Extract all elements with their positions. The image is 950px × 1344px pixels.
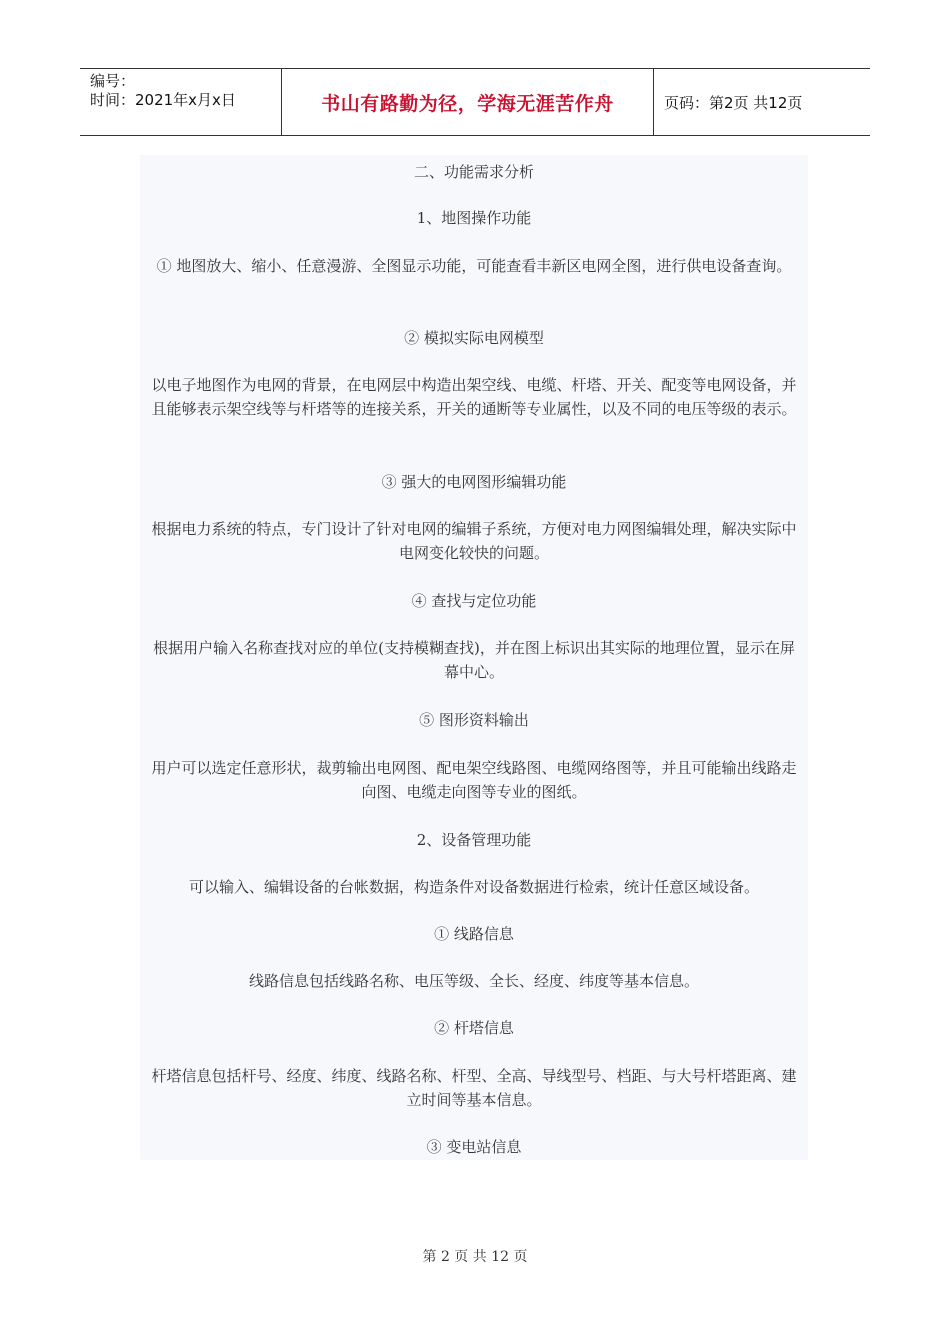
paragraph: ① 地图放大、缩小、任意漫游、全图显示功能，可能查看丰新区电网全图，进行供电设备查询。 [156,257,792,275]
paragraph: 线路信息包括线路名称、电压等级、全长、经度、纬度等基本信息。 [248,972,699,990]
item-heading: ③ 强大的电网图形编辑功能 [381,473,567,491]
item-heading: ⑤ 图形资料输出 [419,711,529,729]
header-meta [80,69,281,135]
section-heading: 二、功能需求分析 [413,163,534,181]
paragraph: 根据用户输入名称查找对应的单位(支持模糊查找)，并在图上标识出其实际的地理位置，显示在屏幕中心。 [153,639,795,681]
paragraph: 根据电力系统的特点，专门设计了针对电网的编辑子系统，方便对电力网图编辑处理，解决实际中电网变化较快的问题。 [151,520,797,562]
subsection-heading: 2、设备管理功能 [416,831,532,849]
item-heading: ① 线路信息 [434,925,514,943]
item-heading: ② 杆塔信息 [434,1019,514,1037]
item-heading: ② 模拟实际电网模型 [404,329,544,347]
page-header [80,68,870,136]
header-motto: 书山有路勤为径，学海无涯苦作舟 [281,69,654,135]
document-body [140,155,808,1160]
header-page-number: 页码：第2页 共12页 [664,93,803,112]
page-footer: 第 2 页 共 12 页 [422,1249,528,1265]
item-heading: ④ 查找与定位功能 [411,592,537,610]
subsection-heading: 1、地图操作功能 [416,209,532,227]
paragraph: 可以输入、编辑设备的台帐数据，构造条件对设备数据进行检索，统计任意区域设备。 [188,878,759,896]
document-number-label: 编号： [90,72,136,90]
document-time-label: 时间：2021年x月x日 [90,91,236,109]
paragraph: 用户可以选定任意形状，裁剪输出电网图、配电架空线路图、电缆网络图等，并且可能输出线路走向图、电缆走向图等专业的图纸。 [151,759,797,801]
paragraph: 以电子地图作为电网的背景，在电网层中构造出架空线、电缆、杆塔、开关、配变等电网设备，并且能够表示架空线等与杆塔等的连接关系，开关的通断等专业属性，以及不同的电压等级的表示。 [151,376,797,418]
paragraph: 杆塔信息包括杆号、经度、纬度、线路名称、杆型、全高、导线型号、档距、与大号杆塔距离、建立时间等基本信息。 [151,1067,797,1109]
item-heading: ③ 变电站信息 [426,1138,522,1156]
